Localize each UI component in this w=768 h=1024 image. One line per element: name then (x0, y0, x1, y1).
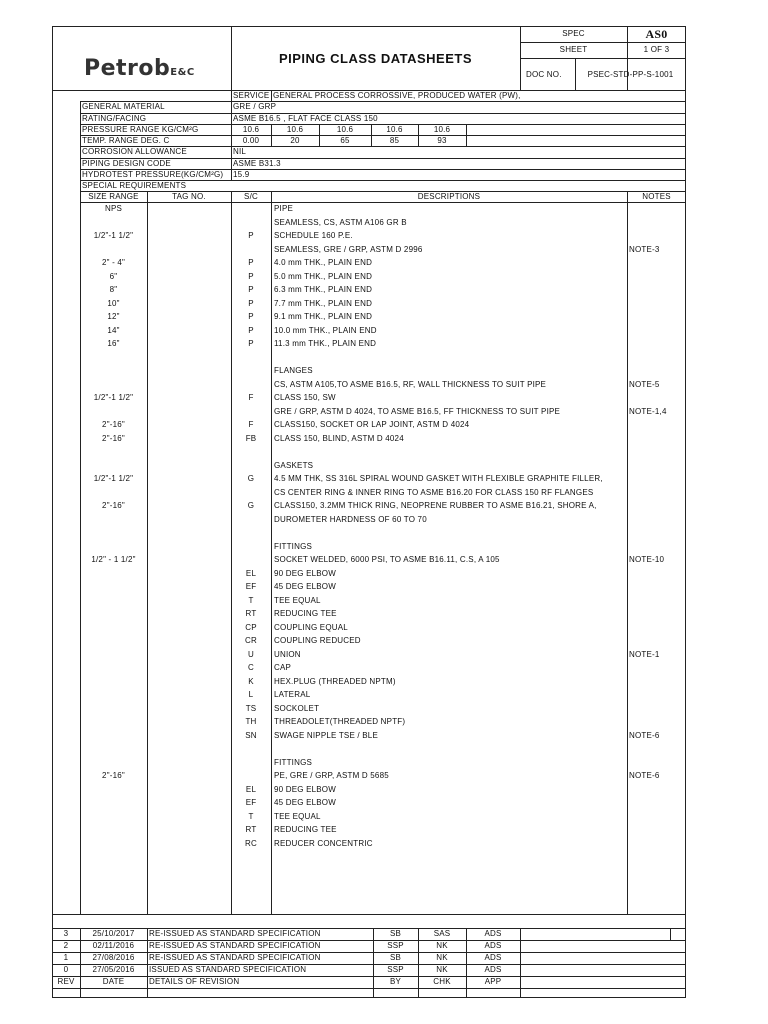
row-sc: P (248, 258, 254, 268)
column-header-tag: TAG NO. (172, 192, 206, 202)
row-sc: EL (245, 784, 257, 794)
pressure-value-1: 10.6 (242, 124, 260, 134)
row-description: SEAMLESS, GRE / GRP, ASTM D 2996 (274, 244, 423, 254)
revision-row-rev: 1 (63, 953, 69, 962)
row-description: REDUCING TEE (274, 825, 337, 835)
revision-header-by: BY (389, 977, 402, 986)
column-header-size: SIZE RANGE (88, 192, 139, 202)
rule-vertical (80, 101, 81, 202)
row-size: 12" (107, 312, 120, 322)
row-note: NOTE-6 (629, 771, 660, 781)
temp-value-4: 85 (389, 136, 400, 145)
page-title: PIPING CLASS DATASHEETS (278, 51, 473, 66)
rule-vertical (373, 928, 374, 998)
row-description: 5.0 mm THK., PLAIN END (274, 271, 373, 281)
row-description: CS, ASTM A105,TO ASME B16.5, RF, WALL THICKNESS TO SUIT PIPE (274, 379, 547, 389)
hydrotest-pressure-label: HYDROTEST PRESSURE(KG/CM²G) (82, 169, 224, 179)
revision-row-chk: NK (436, 965, 448, 974)
row-description: PE, GRE / GRP, ASTM D 5685 (274, 771, 389, 781)
revision-header-details: DETAILS OF REVISION (149, 977, 240, 986)
revision-row-app: ADS (484, 953, 502, 962)
row-sc: RC (245, 838, 257, 848)
row-description: 10.0 mm THK., PLAIN END (274, 325, 377, 335)
row-size: 2" - 4" (101, 258, 126, 268)
piping-design-code-value: ASME B31.3 (233, 158, 281, 168)
row-note: NOTE-1,4 (629, 406, 667, 416)
sheet-value: 1 OF 3 (643, 45, 670, 54)
row-description: FITTINGS (274, 541, 313, 551)
temp-value-1: 0.00 (242, 136, 260, 145)
revision-row-details: ISSUED AS STANDARD SPECIFICATION (149, 965, 307, 974)
rule-vertical (147, 928, 148, 998)
revision-row-date: 02/11/2016 (92, 941, 135, 950)
rule-vertical (80, 191, 81, 914)
rule-horizontal (80, 101, 686, 102)
row-sc: G (247, 501, 255, 511)
rule-vertical (520, 928, 521, 998)
row-sc: G (247, 474, 255, 484)
rule-vertical (418, 124, 419, 147)
rule-vertical (231, 191, 232, 914)
row-sc: EL (245, 568, 257, 578)
row-description: FITTINGS (274, 757, 313, 767)
company-logo: PetrobE&C (84, 56, 195, 81)
sheet-label: SHEET (559, 45, 588, 54)
rule-vertical (271, 90, 272, 101)
row-size: NPS (104, 204, 123, 214)
row-sc: P (248, 298, 254, 308)
row-sc: C (248, 663, 254, 673)
rule-vertical (371, 124, 372, 147)
corrosion-allowance-value: NIL (233, 147, 247, 157)
revision-row-date: 27/05/2016 (92, 965, 135, 974)
row-description: 90 DEG ELBOW (274, 784, 336, 794)
row-sc: EF (245, 582, 257, 592)
special-requirements-label: SPECIAL REQUIREMENTS (82, 181, 187, 190)
rule-horizontal (80, 113, 686, 114)
row-description: DUROMETER HARDNESS OF 60 TO 70 (274, 514, 427, 524)
spec-label: SPEC (562, 29, 585, 38)
revision-row-details: RE-ISSUED AS STANDARD SPECIFICATION (149, 929, 321, 938)
row-size: 10" (107, 298, 120, 308)
service-value: GENERAL PROCESS CORROSSIVE, PRODUCED WATER (PW), (273, 91, 521, 100)
pressure-value-4: 10.6 (386, 124, 403, 134)
pressure-value-3: 10.6 (336, 124, 354, 134)
row-note: NOTE-5 (629, 379, 660, 389)
general-material-value: GRE / GRP (233, 102, 277, 112)
row-sc: T (248, 811, 254, 821)
row-sc: K (248, 676, 254, 686)
temp-value-3: 65 (340, 136, 350, 145)
doc-no-label: DOC NO. (526, 70, 562, 79)
rule-vertical (271, 191, 272, 914)
revision-row-date: 27/08/2016 (92, 953, 135, 962)
row-note: NOTE-1 (629, 649, 660, 659)
revision-row-app: ADS (484, 965, 502, 974)
column-header-descriptions: DESCRIPTIONS (417, 192, 481, 202)
row-description: 45 DEG ELBOW (274, 798, 336, 808)
row-description: 9.1 mm THK., PLAIN END (274, 312, 373, 322)
temp-value-2: 20 (290, 136, 300, 145)
row-description: LATERAL (274, 690, 311, 700)
revision-row-chk: SAS (433, 929, 451, 938)
row-description: SEAMLESS, CS, ASTM A106 GR B (274, 217, 407, 227)
row-size: 2"-16" (102, 771, 125, 781)
row-sc: P (248, 271, 254, 281)
row-sc: P (248, 339, 254, 349)
revision-row-chk: NK (436, 953, 448, 962)
column-header-sc: S/C (244, 192, 258, 202)
row-sc: L (248, 690, 254, 700)
row-sc: T (248, 595, 254, 605)
row-sc: TS (245, 703, 257, 713)
row-sc: EF (245, 798, 257, 808)
rule-vertical (466, 928, 467, 998)
row-sc: U (248, 649, 254, 659)
pressure-range-label: PRESSURE RANGE KG/CM²G (82, 124, 199, 134)
row-description: 6.3 mm THK., PLAIN END (274, 285, 373, 295)
row-size: 1/2" - 1 1/2" (91, 555, 136, 565)
row-description: CS CENTER RING & INNER RING TO ASME B16.20 FOR CLASS 150 RF FLANGES (274, 487, 594, 497)
row-size: 1/2"-1 1/2" (93, 393, 134, 403)
revision-row-app: ADS (484, 941, 502, 950)
row-sc: RT (245, 609, 257, 619)
rule-vertical (147, 191, 148, 914)
revision-row-by: SSP (387, 965, 404, 974)
row-size: 8" (109, 285, 118, 295)
row-size: 1/2"-1 1/2" (93, 474, 134, 484)
row-sc: TH (245, 717, 257, 727)
row-sc: F (248, 393, 254, 403)
service-label: SERVICE (233, 91, 270, 100)
row-description: SOCKOLET (274, 703, 320, 713)
row-sc: P (248, 231, 254, 241)
rule-vertical (80, 928, 81, 998)
row-description: 7.7 mm THK., PLAIN END (274, 298, 373, 308)
pressure-value-5: 10.6 (433, 124, 451, 134)
corrosion-allowance-label: CORROSION ALLOWANCE (82, 147, 187, 157)
row-note: NOTE-6 (629, 730, 660, 740)
revision-row-app: ADS (484, 929, 502, 938)
row-description: CAP (274, 663, 292, 673)
row-sc: F (248, 420, 254, 430)
row-note: NOTE-3 (629, 244, 660, 254)
row-sc: RT (245, 825, 257, 835)
row-description: CLASS 150, SW (274, 393, 336, 403)
row-description: SWAGE NIPPLE TSE / BLE (274, 730, 378, 740)
revision-row-by: SB (389, 953, 402, 962)
row-description: CLASS150, SOCKET OR LAP JOINT, ASTM D 4024 (274, 420, 470, 430)
row-description: REDUCING TEE (274, 609, 337, 619)
row-description: FLANGES (274, 366, 313, 376)
rule-vertical (319, 124, 320, 147)
piping-design-code-label: PIPING DESIGN CODE (82, 158, 171, 168)
pressure-value-2: 10.6 (286, 124, 304, 134)
row-description: THREADOLET(THREADED NPTF) (274, 717, 406, 727)
rule-vertical (418, 928, 419, 998)
row-size: 1/2"-1 1/2" (93, 231, 134, 241)
spec-value: AS0 (645, 27, 668, 41)
row-description: GRE / GRP, ASTM D 4024, TO ASME B16.5, FF THICKNESS TO SUIT PIPE (274, 406, 561, 416)
row-description: CLASS 150, BLIND, ASTM D 4024 (274, 433, 404, 443)
rule-horizontal (80, 202, 686, 203)
datasheet-page (52, 26, 686, 998)
revision-header-date: DATE (102, 977, 125, 986)
rating-facing-label: RATING/FACING (82, 113, 147, 123)
rule-vertical (670, 928, 671, 940)
row-description: 90 DEG ELBOW (274, 568, 336, 578)
row-description: 4.5 MM THK, SS 316L SPIRAL WOUND GASKET WITH FLEXIBLE GRAPHITE FILLER, (274, 474, 603, 484)
hydrotest-pressure-value: 15.9 (233, 169, 250, 179)
revision-header-app: APP (484, 977, 502, 986)
revision-row-date: 25/10/2017 (92, 929, 135, 938)
row-sc: P (248, 285, 254, 295)
rule-horizontal (52, 914, 686, 915)
rule-vertical (231, 90, 232, 180)
row-size: 2"-16" (102, 501, 125, 511)
row-description: 45 DEG ELBOW (274, 582, 336, 592)
row-sc: CP (245, 622, 257, 632)
rule-vertical (466, 124, 467, 147)
row-description: 11.3 mm THK., PLAIN END (274, 339, 377, 349)
revision-row-by: SB (389, 929, 402, 938)
general-material-label: GENERAL MATERIAL (82, 102, 165, 112)
revision-row-details: RE-ISSUED AS STANDARD SPECIFICATION (149, 941, 321, 950)
row-description: CLASS150, 3.2MM THICK RING, NEOPRENE RUBBER TO ASME B16.21, SHORE A, (274, 501, 597, 511)
row-sc: CR (245, 636, 257, 646)
row-size: 16" (107, 339, 120, 349)
row-description: GASKETS (274, 460, 314, 470)
revision-header-chk: CHK (433, 977, 451, 986)
row-size: 14" (107, 325, 120, 335)
row-description: COUPLING REDUCED (274, 636, 361, 646)
revision-row-chk: NK (436, 941, 448, 950)
column-header-notes: NOTES (642, 192, 671, 202)
row-sc: SN (245, 730, 257, 740)
temp-value-5: 93 (437, 136, 447, 145)
row-description: HEX.PLUG (THREADED NPTM) (274, 676, 396, 686)
rating-facing-value: ASME B16.5 , FLAT FACE CLASS 150 (233, 113, 378, 123)
row-description: REDUCER CONCENTRIC (274, 838, 373, 848)
row-size: 2"-16" (102, 433, 125, 443)
row-size: 2"-16" (102, 420, 125, 430)
revision-row-rev: 0 (63, 965, 69, 974)
row-sc: P (248, 325, 254, 335)
row-description: SCHEDULE 160 P.E. (274, 231, 353, 241)
temp-range-label: TEMP. RANGE DEG. C (82, 136, 170, 145)
row-description: TEE EQUAL (274, 811, 321, 821)
revision-row-by: SSP (387, 941, 404, 950)
row-description: UNION (274, 649, 301, 659)
row-description: 4.0 mm THK., PLAIN END (274, 258, 373, 268)
revision-row-rev: 2 (63, 941, 69, 950)
revision-row-rev: 3 (63, 929, 69, 938)
revision-row-details: RE-ISSUED AS STANDARD SPECIFICATION (149, 953, 321, 962)
rule-vertical (627, 191, 628, 914)
row-size: 6" (109, 271, 118, 281)
row-description: PIPE (274, 204, 294, 214)
row-sc: FB (245, 433, 257, 443)
doc-no-value: PSEC-STD-PP-S-1001 (587, 70, 674, 79)
revision-header-rev: REV (57, 977, 75, 986)
row-description: COUPLING EQUAL (274, 622, 348, 632)
row-description: SOCKET WELDED, 6000 PSI, TO ASME B16.11, C.S, A 105 (274, 555, 500, 565)
row-sc: P (248, 312, 254, 322)
rule-vertical (271, 124, 272, 147)
row-note: NOTE-10 (629, 555, 665, 565)
row-description: TEE EQUAL (274, 595, 321, 605)
